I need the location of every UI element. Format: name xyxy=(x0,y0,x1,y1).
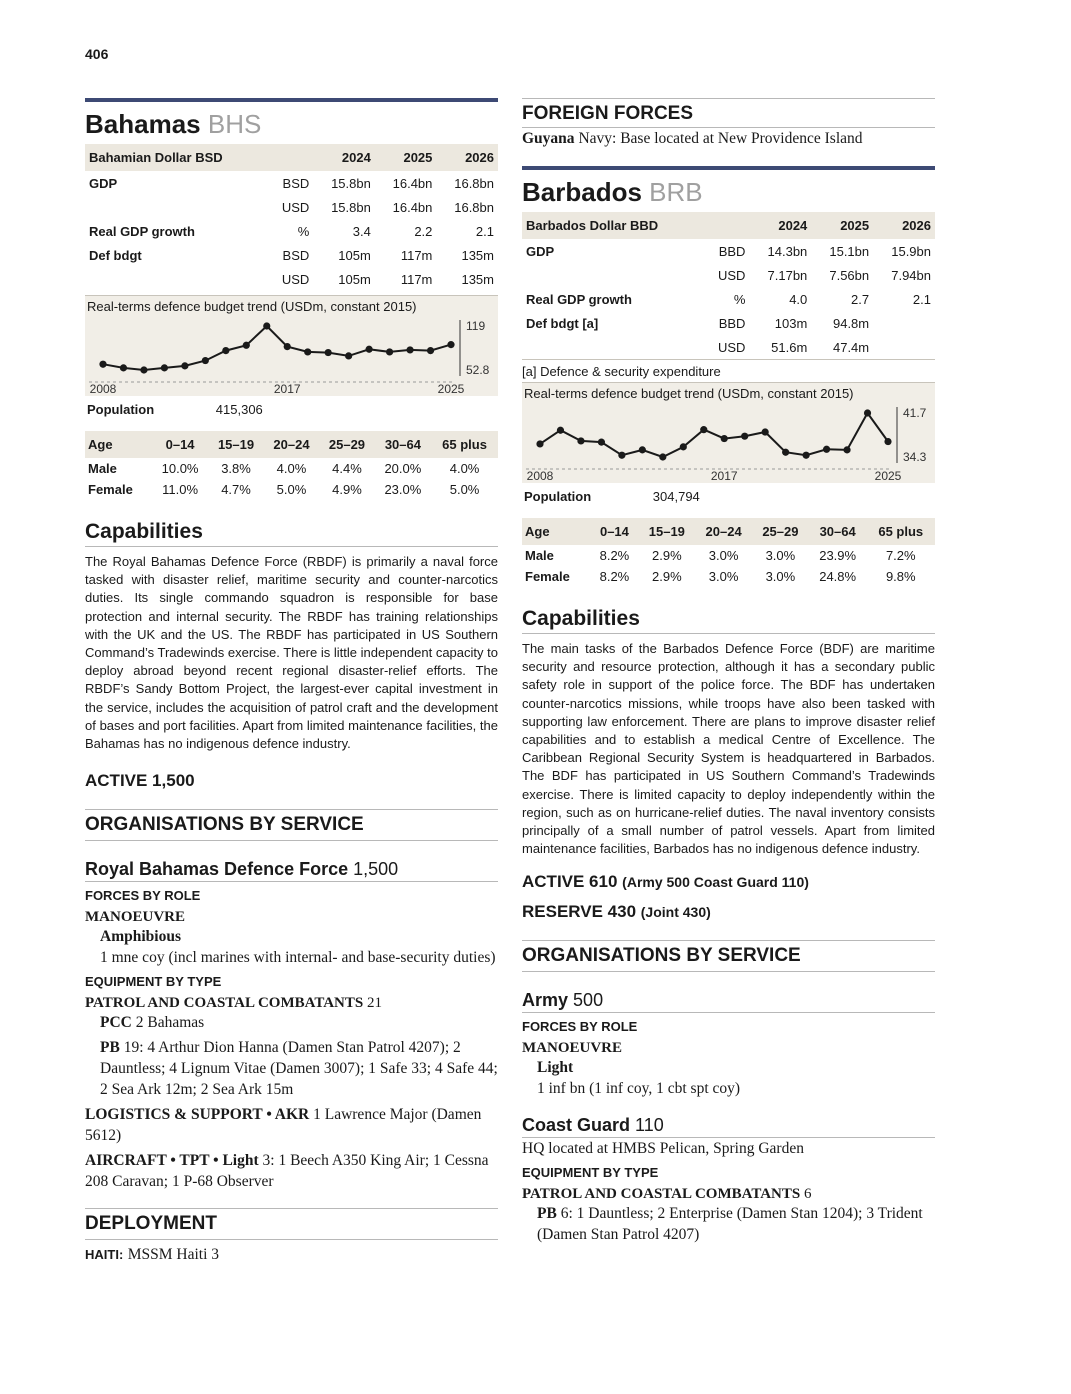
service-heading xyxy=(85,859,498,882)
manoeuvre-heading: MANOEUVRE xyxy=(85,909,185,926)
data-point xyxy=(680,443,687,450)
table-cell: BBD xyxy=(718,315,746,331)
table-cell: Real GDP growth xyxy=(526,291,632,307)
x-tick-label: 2025 xyxy=(874,469,902,483)
data-point xyxy=(243,342,250,349)
foreign-forces-heading: FOREIGN FORCES xyxy=(522,98,935,128)
population-label: Population xyxy=(524,489,592,504)
country-rule xyxy=(85,98,498,102)
table-header-cell: 20–24 xyxy=(273,437,310,452)
table-header-cell: 25–29 xyxy=(762,524,799,539)
table-cell: 8.2% xyxy=(599,569,630,584)
deployment-line xyxy=(85,1244,498,1265)
table-cell: 15.1bn xyxy=(829,243,870,259)
foreign-forces-country: Guyana xyxy=(522,130,575,147)
table-cell: 7.56bn xyxy=(829,267,870,283)
country-title xyxy=(522,176,935,208)
logistics-text: 1 Lawrence Major (Damen 5612) xyxy=(85,1106,482,1145)
reserve-strength xyxy=(522,902,935,922)
budget-trend-chart xyxy=(522,382,935,483)
table-cell: 94.8m xyxy=(832,315,870,331)
aircraft-line xyxy=(85,1150,498,1192)
table-cell: 15.8bn xyxy=(331,175,371,191)
table-cell: 24.8% xyxy=(819,569,857,584)
data-point xyxy=(263,322,270,329)
table-cell: Male xyxy=(88,461,117,476)
amphibious-unit: 1 mne coy (incl marines with internal- and base-security duties) xyxy=(100,949,496,967)
table-header-cell: 30–64 xyxy=(819,524,856,539)
table-cell: BBD xyxy=(718,243,746,259)
data-point xyxy=(659,453,666,460)
table-cell: Def bdgt xyxy=(89,247,142,263)
table-header-cell: Age xyxy=(525,524,550,539)
forces-by-role: FORCES BY ROLE xyxy=(522,1019,638,1035)
table-cell: 3.0% xyxy=(765,548,796,563)
scale-min-label: 34.3 xyxy=(903,450,927,464)
data-point xyxy=(99,361,106,368)
data-point xyxy=(284,343,291,350)
data-point xyxy=(700,426,707,433)
data-point xyxy=(557,427,564,434)
pcc-text: 2 Bahamas xyxy=(135,1014,205,1032)
table-header-cell: 2025 xyxy=(840,218,870,233)
data-point xyxy=(577,437,584,444)
age-table xyxy=(522,518,935,587)
light-heading: Light xyxy=(537,1059,574,1077)
table-header-cell: 0–14 xyxy=(165,437,195,452)
table-header-cell: 30–64 xyxy=(384,437,421,452)
service-strength: 110 xyxy=(635,1115,664,1136)
table-cell: % xyxy=(733,291,746,307)
pcc-line xyxy=(85,1012,498,1033)
table-cell: 105m xyxy=(338,271,371,287)
table-cell: 4.0 xyxy=(789,291,808,307)
table-cell: 3.8% xyxy=(221,461,251,476)
table-cell: 15.9bn xyxy=(891,243,931,259)
reserve-breakdown: (Joint 430) xyxy=(640,904,711,921)
budget-trend-plot xyxy=(85,314,498,396)
table-cell: % xyxy=(297,223,310,239)
service-name: Army xyxy=(522,990,569,1011)
table-header-cell: 15–19 xyxy=(648,524,685,539)
table-cell: Female xyxy=(525,569,570,584)
table-row xyxy=(522,335,935,359)
coast-guard-hq: HQ located at HMBS Pelican, Spring Garden xyxy=(522,1140,804,1158)
table-row xyxy=(522,311,935,335)
table-cell xyxy=(873,311,935,335)
data-point xyxy=(325,349,332,356)
table-cell: 51.6m xyxy=(771,339,808,355)
scale-max-label: 41.7 xyxy=(903,406,927,420)
table-cell: 3.0% xyxy=(765,569,796,584)
table-cell: 2.1 xyxy=(475,223,494,239)
page-number: 406 xyxy=(85,46,109,62)
country-name: Bahamas xyxy=(85,109,201,139)
table-cell: 16.8bn xyxy=(454,199,494,215)
table-header-cell: Age xyxy=(88,437,113,452)
manoeuvre-heading: MANOEUVRE xyxy=(522,1040,622,1057)
reserve-label: RESERVE 430 xyxy=(522,902,637,922)
service-strength: 1,500 xyxy=(353,859,399,880)
logistics-heading: LOGISTICS & SUPPORT • AKR xyxy=(85,1106,310,1124)
table-cell: Def bdgt [a] xyxy=(526,315,599,331)
table-header-cell: Bahamian Dollar BSD xyxy=(89,150,223,165)
table-row xyxy=(85,171,498,195)
table-cell: 16.4bn xyxy=(392,199,433,215)
table-cell: 7.94bn xyxy=(891,267,931,283)
table-row xyxy=(522,239,935,263)
table-cell: 14.3bn xyxy=(767,243,808,259)
active-strength xyxy=(522,872,935,892)
table-cell: BSD xyxy=(282,247,310,263)
data-point xyxy=(181,362,188,369)
table-header-cell: Barbados Dollar BBD xyxy=(526,218,659,233)
table-cell: 16.8bn xyxy=(454,175,494,191)
table-cell: 20.0% xyxy=(384,461,422,476)
data-point xyxy=(386,348,393,355)
scale-max-label: 119 xyxy=(466,319,486,333)
chart-title: Real-terms defence budget trend (USDm, constant 2015) xyxy=(87,299,417,314)
data-point xyxy=(884,438,891,445)
age-table xyxy=(85,431,498,500)
data-point xyxy=(202,357,209,364)
table-header-row xyxy=(85,431,498,458)
data-point xyxy=(639,446,646,453)
capabilities-text: The main tasks of the Barbados Defence Force (BDF) are maritime security and resource protection, although it has a secondary public safety role in support of the police force. The BDF has undertaken counter-narcotics missions, while troops have also been tasked with supporting law enforcement. There are plans to improve disaster relief capabilities and to establish a medical Centre of Excellence. The Caribbean Regional Security System is headquartered in Barbados. The BDF has participated in US Southern Command’s Tradewinds exercise. There is limited capacity to deploy independently within the region, such as on hurricane-relief duties. The naval inventory consists principally of a small number of patrol vessels. Apart from limited maintenance facilities, Barbados has no indigenous defence industry. xyxy=(522,641,935,857)
pb-text: 19: 4 Arthur Dion Hanna (Damen Stan Patrol 4207); 2 Dauntless; 4 Lignum Vitae (Damen 3007); 1 Safe 33; 4 Safe 44; 2 Sea Ark 12m; 2 Sea Ark 15m xyxy=(100,1039,498,1099)
table-cell xyxy=(522,335,704,359)
table-header-cell: 0–14 xyxy=(599,524,629,539)
service-strength: 500 xyxy=(573,990,604,1011)
pb-label: PB xyxy=(100,1039,120,1057)
data-point xyxy=(598,439,605,446)
service-heading xyxy=(522,990,935,1013)
series-line xyxy=(103,326,451,370)
table-cell: 3.4 xyxy=(352,223,371,239)
table-row xyxy=(522,287,935,311)
economic-table xyxy=(522,212,935,359)
pcc-count: 21 xyxy=(366,995,382,1012)
table-header-row xyxy=(522,518,935,545)
table-cell xyxy=(85,267,268,291)
data-point xyxy=(120,364,127,371)
table-cell: Female xyxy=(88,482,133,497)
population-value: 304,794 xyxy=(652,489,700,504)
amphibious-heading: Amphibious xyxy=(100,928,181,946)
org-by-service-heading: ORGANISATIONS BY SERVICE xyxy=(85,809,498,841)
capabilities-heading: Capabilities xyxy=(85,520,498,547)
table-cell: 7.2% xyxy=(885,548,916,563)
pcc-heading-label: PATROL AND COASTAL COMBATANTS xyxy=(522,1186,801,1203)
data-point xyxy=(741,433,748,440)
country-title xyxy=(85,108,498,140)
data-point xyxy=(427,347,434,354)
table-cell: 15.8bn xyxy=(331,199,371,215)
x-tick-label: 2008 xyxy=(89,382,117,396)
pcc-heading xyxy=(522,1186,935,1203)
table-cell: 135m xyxy=(461,247,494,263)
x-tick-label: 2017 xyxy=(273,382,301,396)
table-cell: 16.4bn xyxy=(392,175,433,191)
budget-trend-plot xyxy=(522,401,935,483)
data-point xyxy=(161,364,168,371)
table-cell: 11.0% xyxy=(162,482,199,497)
table-cell: USD xyxy=(717,339,746,355)
foreign-forces-line xyxy=(522,130,935,148)
active-label: ACTIVE 610 xyxy=(522,872,618,892)
data-point xyxy=(366,346,373,353)
bahamas-column xyxy=(85,98,498,1265)
table-cell: USD xyxy=(717,267,746,283)
table-row xyxy=(522,263,935,287)
data-point xyxy=(140,366,147,373)
table-cell: BSD xyxy=(282,175,310,191)
population-label: Population xyxy=(87,402,155,417)
table-row xyxy=(522,566,935,587)
table-cell xyxy=(873,335,935,359)
barbados-column xyxy=(522,98,935,1245)
service-heading xyxy=(522,1115,935,1138)
table-header-cell: 2025 xyxy=(403,150,433,165)
pcc-heading xyxy=(85,995,498,1012)
data-point xyxy=(864,409,871,416)
table-cell: 23.0% xyxy=(384,482,422,497)
table-header-cell: 2024 xyxy=(341,150,371,165)
table-row xyxy=(85,243,498,267)
table-header-cell: 65 plus xyxy=(878,524,924,539)
deployment-text: MSSM Haiti 3 xyxy=(127,1246,220,1264)
table-cell: 47.4m xyxy=(832,339,870,355)
scale-min-label: 52.8 xyxy=(466,363,490,377)
data-point xyxy=(406,346,413,353)
country-code: BHS xyxy=(207,109,262,139)
table-row xyxy=(522,545,935,566)
table-cell: 2.9% xyxy=(652,548,682,563)
table-header-cell: 20–24 xyxy=(705,524,742,539)
table-row xyxy=(85,195,498,219)
aircraft-heading: AIRCRAFT • TPT • Light xyxy=(85,1152,259,1170)
active-strength: ACTIVE 1,500 xyxy=(85,771,195,791)
table-cell: 10.0% xyxy=(161,461,199,476)
data-point xyxy=(782,449,789,456)
table-cell: 4.0% xyxy=(276,461,307,476)
population-line xyxy=(85,396,498,423)
data-point xyxy=(823,446,830,453)
table-cell: 103m xyxy=(774,315,808,331)
light-unit: 1 inf bn (1 inf coy, 1 cbt spt coy) xyxy=(537,1080,741,1098)
data-point xyxy=(762,428,769,435)
chart-title: Real-terms defence budget trend (USDm, constant 2015) xyxy=(524,386,854,401)
population-line xyxy=(522,483,935,510)
table-header-cell: 15–19 xyxy=(217,437,255,452)
foreign-forces-text: Navy: Base located at New Providence Island xyxy=(578,130,863,147)
table-row xyxy=(85,267,498,291)
table-cell: 4.0% xyxy=(449,461,480,476)
table-cell: 2.1 xyxy=(912,291,931,307)
table-header-row xyxy=(522,212,935,239)
data-point xyxy=(803,452,810,459)
table-cell: 117m xyxy=(400,247,433,263)
logistics-line xyxy=(85,1104,498,1146)
capabilities-text: The Royal Bahamas Defence Force (RBDF) is primarily a naval force tasked with disaster relief, maritime security and counter-narcotics duties. Its single commando squadron is responsible for base protection and internal security. The RBDF has training relationships with the UK and the US. The RBDF has participated in US Southern Command’s Tradewinds exercise. There is little independent capacity to deploy abroad beyond recent regional disaster-relief efforts. The RBDF’s Sandy Bottom Project, the largest-ever capital investment in the service, includes the acquisition of patrol craft and the development of bases and port facilities. Apart from limited maintenance facilities, the Bahamas has no indigenous defence industry. xyxy=(85,554,498,752)
service-name: Coast Guard xyxy=(522,1115,631,1136)
equipment-by-type: EQUIPMENT BY TYPE xyxy=(522,1165,659,1181)
table-cell xyxy=(85,195,268,219)
table-cell: Male xyxy=(525,548,554,563)
table-cell: 3.0% xyxy=(708,548,739,563)
table-cell: 4.7% xyxy=(221,482,251,497)
pcc-label: PCC xyxy=(100,1014,132,1032)
table-row xyxy=(85,479,498,500)
x-tick-label: 2008 xyxy=(526,469,554,483)
country-name: Barbados xyxy=(522,177,642,207)
table-cell xyxy=(522,263,704,287)
pb-line xyxy=(85,1037,498,1100)
pb-line xyxy=(522,1203,935,1245)
equipment-by-type: EQUIPMENT BY TYPE xyxy=(85,974,222,990)
deployment-heading: DEPLOYMENT xyxy=(85,1208,498,1240)
table-cell: 135m xyxy=(461,271,494,287)
table-cell: GDP xyxy=(89,175,118,191)
data-point xyxy=(222,347,229,354)
capabilities-heading: Capabilities xyxy=(522,607,935,634)
org-by-service-heading: ORGANISATIONS BY SERVICE xyxy=(522,940,935,972)
country-rule xyxy=(522,166,935,170)
table-header-cell: 2026 xyxy=(465,150,494,165)
population-value: 415,306 xyxy=(215,402,263,417)
table-cell: 9.8% xyxy=(885,569,916,584)
table-cell: 5.0% xyxy=(449,482,480,497)
data-point xyxy=(721,435,728,442)
pcc-count: 6 xyxy=(803,1186,812,1203)
pb-text: 6: 1 Dauntless; 2 Enterprise (Damen Stan 1204); 3 Trident (Damen Stan Patrol 4207) xyxy=(537,1205,923,1244)
table-row xyxy=(85,219,498,243)
data-point xyxy=(447,341,454,348)
table-cell: USD xyxy=(281,271,310,287)
table-cell: 3.0% xyxy=(708,569,739,584)
data-point xyxy=(618,452,625,459)
forces-by-role: FORCES BY ROLE xyxy=(85,888,201,904)
economic-table xyxy=(85,144,498,291)
data-point xyxy=(536,440,543,447)
active-breakdown: (Army 500 Coast Guard 110) xyxy=(622,874,809,891)
table-cell: 23.9% xyxy=(819,548,857,563)
table-cell: 5.0% xyxy=(276,482,307,497)
table-cell: 7.17bn xyxy=(767,267,808,283)
table-cell: 2.7 xyxy=(851,291,870,307)
table-cell: 2.9% xyxy=(652,569,682,584)
pcc-heading-label: PATROL AND COASTAL COMBATANTS xyxy=(85,995,364,1012)
service-name: Royal Bahamas Defence Force xyxy=(85,859,349,880)
aircraft-text: 3: 1 Beech A350 King Air; 1 Cessna 208 Caravan; 1 P-68 Observer xyxy=(85,1152,489,1191)
table-cell: 4.4% xyxy=(332,461,362,476)
series-line xyxy=(540,413,888,457)
table-header-cell: 65 plus xyxy=(442,437,487,452)
pb-label: PB xyxy=(537,1205,557,1223)
table-header-cell: 25–29 xyxy=(328,437,366,452)
table-cell: USD xyxy=(281,199,310,215)
data-point xyxy=(843,446,850,453)
table-cell: 8.2% xyxy=(599,548,630,563)
table-header-cell: 2024 xyxy=(778,218,808,233)
table-row xyxy=(85,458,498,479)
table-cell: 4.9% xyxy=(332,482,362,497)
table-cell: GDP xyxy=(526,243,555,259)
x-tick-label: 2025 xyxy=(437,382,465,396)
table-cell: 105m xyxy=(338,247,371,263)
deployment-country: HAITI: xyxy=(85,1247,124,1263)
table-header-cell: 2026 xyxy=(902,218,931,233)
data-point xyxy=(304,348,311,355)
country-code: BRB xyxy=(649,177,703,207)
table-cell: 2.2 xyxy=(414,223,433,239)
table-header-row xyxy=(85,144,498,171)
budget-note: [a] Defence & security expenditure xyxy=(522,359,935,382)
data-point xyxy=(345,352,352,359)
budget-trend-chart xyxy=(85,295,498,396)
table-cell: 117m xyxy=(400,271,433,287)
x-tick-label: 2017 xyxy=(710,469,738,483)
table-cell: Real GDP growth xyxy=(89,223,195,239)
